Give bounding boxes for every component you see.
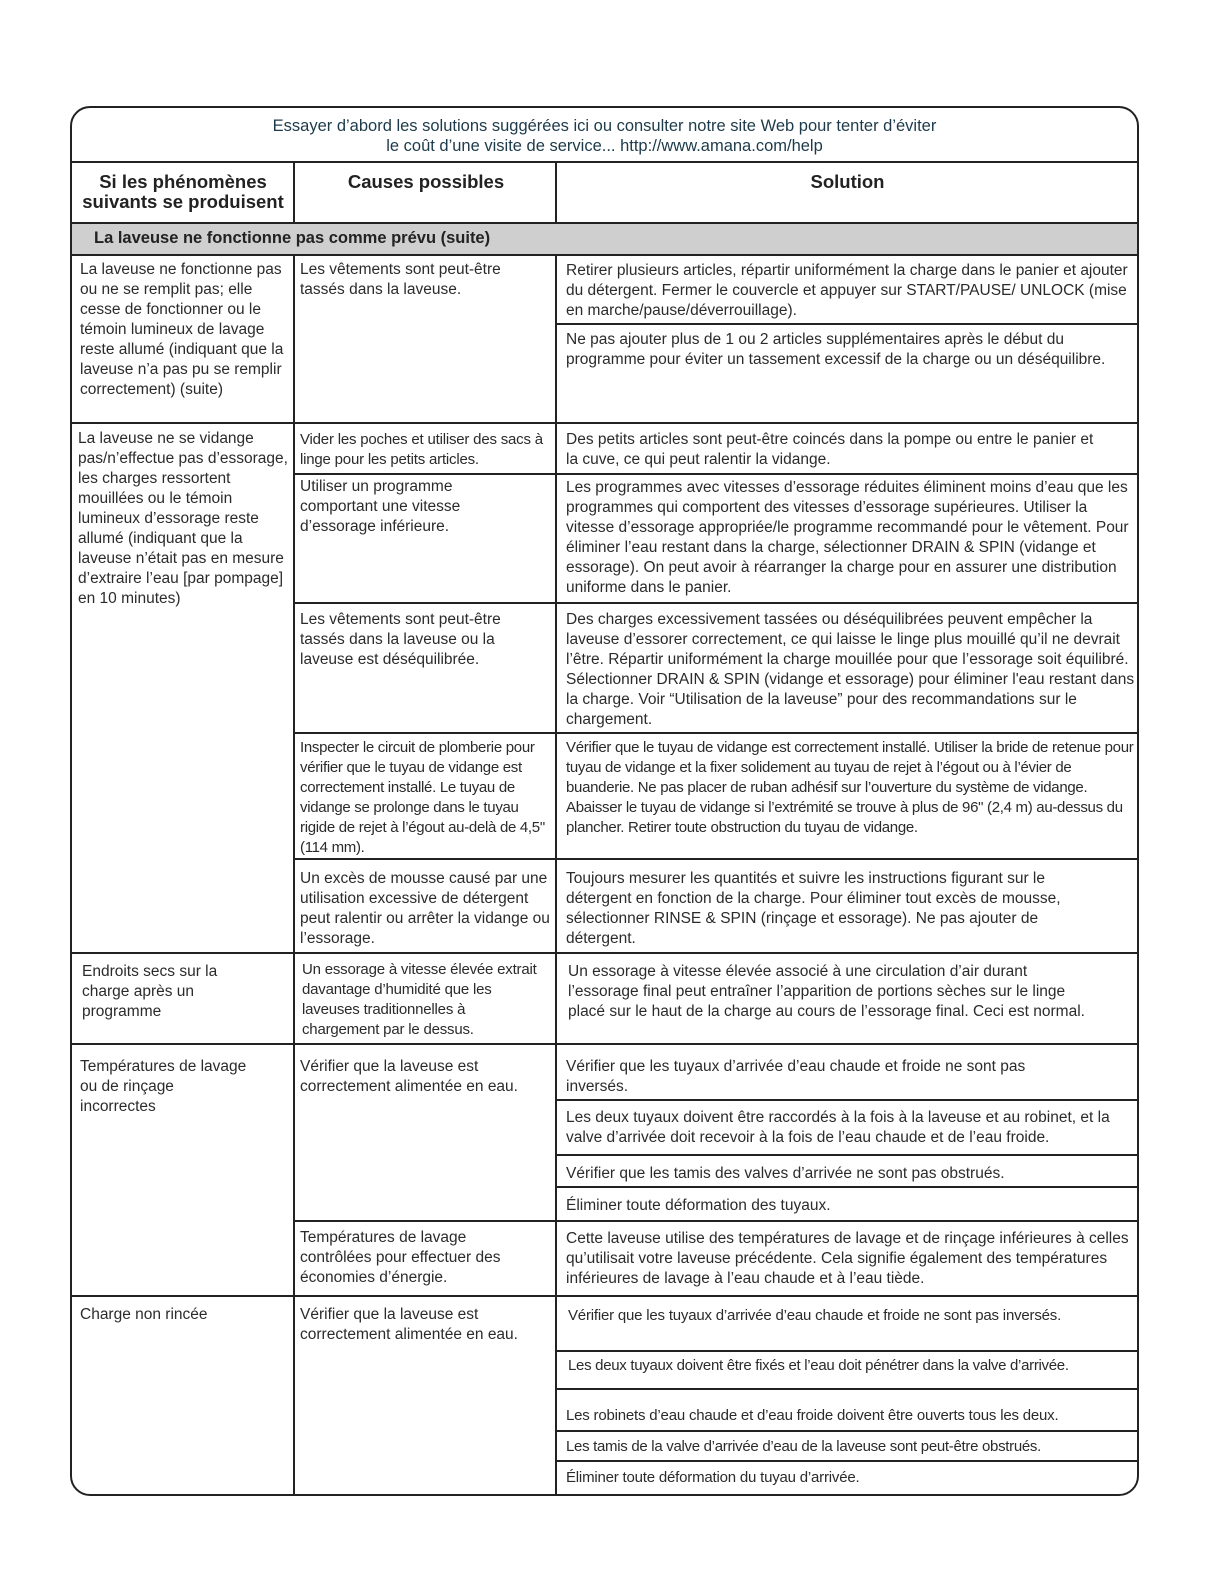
solution-text: Les robinets d’eau chaude et d’eau froide doivent être ouverts tous les deux. [566,1407,1059,1424]
intro-line-1: Essayer d’abord les solutions suggérées ici ou consulter notre site Web pour tenter d’éviter [272,117,937,135]
solution-text: Les programmes avec vitesses d’essorage réduites éliminent moins d’eau que les programmes qui comportent des vitesses d’essorage supérieures. Utiliser la vitesse d’essorage appropriée/le programme recommandé pour le vêtement. Pour éliminer l’eau restant dans la charge, sélectionner DRAIN & SPIN (vidange et essorage). On peut avoir à réarranger la charge pour en assurer une distribution uniforme dans le panier. [566,479,1129,596]
cause-text: Les vêtements sont peut-être tassés dans la laveuse. [300,261,501,298]
solution-text: Des charges excessivement tassées ou déséquilibrées peuvent empêcher la laveuse d’essorer correctement, ce qui laisse le linge plus mouillé qu’il ne devrait l’être. Répartir uniformément la charge mouillée pour que l’essorage soit équilibré. Sélectionner DRAIN & SPIN (vidange et essorage) pour éliminer l'eau restant dans la charge. Voir “Utilisation de la laveuse” pour des recommandations sur le chargement. [566,611,1135,728]
symptom-text: Températures de lavage ou de rinçage incorrectes [80,1058,247,1115]
cell-divider [294,473,1137,475]
symptom-text: La laveuse ne fonctionne pas ou ne se remplit pas; elle cesse de fonctionner ou le témoin lumineux de lavage reste allumé (indiquant que la laveuse n’a pas pu se remplir correctement) (suite) [80,261,284,398]
cause-text: Un essorage à vitesse élevée extrait davantage d’humidité que les laveuses traditionnelles à chargement par le dessus. [302,961,537,1038]
solution-text: Toujours mesurer les quantités et suivre les instructions figurant sur le détergent en fonction de la charge. Pour éliminer tout excès de mousse, sélectionner RINSE & SPIN (rinçage et essorage). Ne pas ajouter de détergent. [566,870,1061,947]
intro-text [72,116,1137,156]
solution-text: Vérifier que le tuyau de vidange est correctement installé. Utiliser la bride de retenue pour tuyau de vidange et la fixer solidement au tuyau de rejet à l’égout ou à l’évier de buanderie. Ne pas placer de ruban adhésif sur l’ouverture du système de vidange. Abaisser le tuyau de vidange si l’extrémité se trouve à plus de 96" (2,4 m) au-dessus du plancher. Retirer toute obstruction du tuyau de vidange. [566,739,1134,836]
cell-divider [556,1099,1137,1101]
column-divider [555,162,557,223]
cell-divider [556,1460,1137,1462]
intro-line-2: le coût d’une visite de service... http://www.amana.com/help [386,137,823,155]
cell-divider [556,1154,1137,1156]
cause-text: Les vêtements sont peut-être tassés dans la laveuse ou la laveuse est déséquilibrée. [300,611,501,668]
column-divider [293,256,295,1495]
row-divider [72,422,1137,424]
cell-divider [294,1220,1137,1222]
cell-divider [556,1350,1137,1352]
solution-text: Vérifier que les tuyaux d’arrivée d’eau chaude et froide ne sont pas inversés. [566,1058,1026,1095]
cause-text: Vider les poches et utiliser des sacs à linge pour les petits articles. [300,431,543,468]
cell-divider [556,1388,1137,1390]
solution-text: Des petits articles sont peut-être coincés dans la pompe ou entre le panier et la cuve, ce qui peut ralentir la vidange. [566,431,1094,468]
header-cause: Causes possibles [347,171,505,192]
solution-text: Retirer plusieurs articles, répartir uniformément la charge dans le panier et ajouter du détergent. Fermer le couvercle et appuyer sur START/PAUSE/ UNLOCK (mise en marche/pause/déverrouillage). [566,262,1128,319]
solution-text: Éliminer toute déformation du tuyau d’arrivée. [566,1469,860,1486]
cause-text: Utiliser un programme comportant une vitesse d’essorage inférieure. [300,478,461,535]
cell-divider [294,602,1137,604]
cell-divider [556,1430,1137,1432]
section-header [72,224,1137,255]
solution-text: Cette laveuse utilise des températures de lavage et de rinçage inférieures à celles qu’utilisait votre laveuse précédente. Cela signifie également des températures inférieures de lavage à l’eau chaude et à l’eau tiède. [566,1230,1129,1287]
cause-text: Températures de lavage contrôlées pour effectuer des économies d’énergie. [300,1229,501,1286]
symptom-text: La laveuse ne se vidange pas/n’effectue pas d’essorage, les charges ressortent mouillées ou le témoin lumineux d’essorage reste allumé (indiquant que la laveuse n’était pas en mesure d’extraire l’eau [par pompage] en 10 minutes) [78,430,288,607]
symptom-text: Endroits secs sur la charge après un programme [82,963,218,1020]
row-divider [72,1295,1137,1297]
column-divider [555,256,557,1495]
solution-text: Ne pas ajouter plus de 1 ou 2 articles supplémentaires après le début du programme pour éviter un tassement excessif de la charge ou un déséquilibre. [566,331,1106,368]
cause-text: Inspecter le circuit de plomberie pour vérifier que le tuyau de vidange est correctement installé. Le tuyau de vidange se prolonge dans le tuyau rigide de rejet à l’égout au-delà de 4,5" (114 mm). [300,739,545,856]
cause-text: Un excès de mousse causé par une utilisation excessive de détergent peut ralentir ou arrêter la vidange ou l’essorage. [300,870,550,947]
solution-text: Les deux tuyaux doivent être fixés et l’eau doit pénétrer dans la valve d’arrivée. [568,1357,1069,1374]
header-symptom: Si les phénomènes suivants se produisent [82,171,284,212]
section-title: La laveuse ne fonctionne pas comme prévu (suite) [94,229,491,247]
cell-divider [294,858,1137,860]
header-solution: Solution [810,171,885,192]
divider [72,222,1137,224]
divider [72,254,1137,256]
row-divider [72,1043,1137,1045]
solution-text: Les deux tuyaux doivent être raccordés à la fois à la laveuse et au robinet, et la valve d’arrivée doit recevoir à la fois de l’eau chaude et de l’eau froide. [566,1109,1110,1146]
cause-text: Vérifier que la laveuse est correctement alimentée en eau. [300,1058,518,1095]
cell-divider [556,1186,1137,1188]
column-divider [293,162,295,223]
solution-text: Les tamis de la valve d’arrivée d’eau de la laveuse sont peut-être obstrués. [566,1438,1041,1455]
cell-divider [556,323,1137,325]
solution-text: Vérifier que les tuyaux d’arrivée d’eau chaude et froide ne sont pas inversés. [568,1307,1062,1324]
cause-text: Vérifier que la laveuse est correctement alimentée en eau. [300,1306,518,1343]
solution-text: Vérifier que les tamis des valves d’arrivée ne sont pas obstrués. [566,1165,1005,1182]
cell-divider [294,732,1137,734]
solution-text: Éliminer toute déformation des tuyaux. [566,1197,831,1214]
symptom-text: Charge non rincée [80,1306,208,1323]
divider [72,161,1137,163]
solution-text: Un essorage à vitesse élevée associé à une circulation d’air durant l’essorage final peut entraîner l’apparition de portions sèches sur le linge placé sur le haut de la charge au cours de l’essorage final. Ceci est normal. [568,963,1085,1020]
row-divider [72,952,1137,954]
